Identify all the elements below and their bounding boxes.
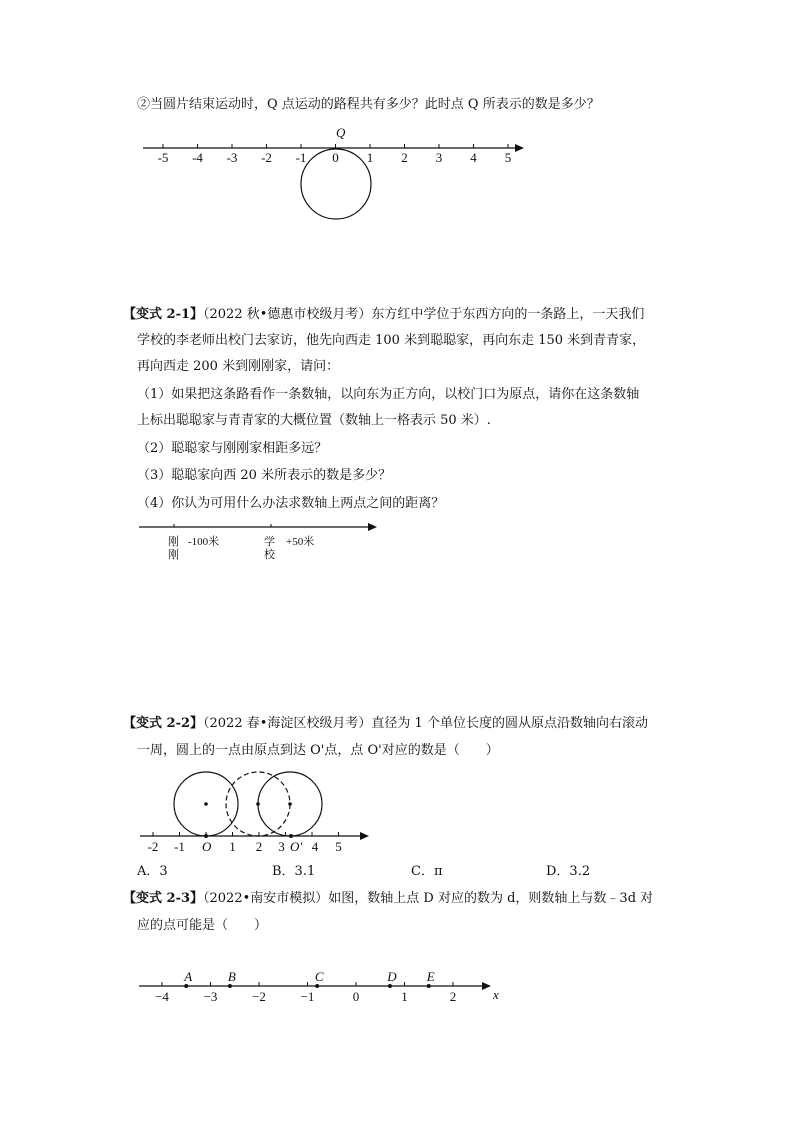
origin-label: O: [202, 839, 212, 854]
variant-2-2-text1: 直径为 1 个单位长度的圆从原点沿数轴向右滚动: [371, 716, 648, 731]
tick-label: 0: [352, 989, 360, 1004]
variant-2-1-sub4: （4）你认为可用什么办法求数轴上两点之间的距离？: [137, 496, 445, 511]
point-b-dot: [228, 984, 232, 988]
point-q-label: Q: [336, 125, 346, 140]
tick-label: -4: [192, 150, 203, 165]
tick-label: -2: [147, 839, 159, 854]
tick-label: 2: [449, 989, 457, 1004]
label-plus50: +50米: [286, 536, 315, 548]
variant-2-2-source: （2022 春•海淀区校级月考）: [203, 716, 372, 731]
variant-2-1-source: （2022 秋•德惠市校级月考）: [203, 307, 372, 322]
point-c-dot: [315, 984, 319, 988]
tick-label: 5: [335, 839, 342, 854]
variant-2-3-tag: 【变式 2-3】: [123, 891, 204, 906]
tick-label: 1: [366, 150, 374, 165]
axis-variable-x: x: [493, 987, 499, 1002]
point-d-label: D: [387, 969, 397, 984]
point-d-dot: [388, 984, 392, 988]
variant-2-2-line2: 一周，圆上的一点由原点到达 O'点，点 O'对应的数是（ ）: [137, 743, 499, 758]
variant-2-3-text1: 如图，数轴上点 D 对应的数为 d，则数轴上与数﹣3d 对: [328, 891, 654, 906]
tick-label: 5: [504, 150, 512, 165]
tick-label: -5: [157, 150, 169, 165]
variant-2-1-text1: 东方红中学位于东西方向的一条路上，一天我们: [371, 307, 645, 322]
tick-label: -1: [174, 839, 185, 854]
axis-arrow-3: [482, 982, 491, 990]
variant-2-1-sub1b: 上标出聪聪家与青青家的大概位置（数轴上一格表示 50 米）.: [137, 413, 491, 428]
tick-label: 4: [470, 150, 477, 165]
label-school-2: 校: [264, 549, 275, 561]
tick-label: 1: [229, 839, 236, 854]
option-b[interactable]: B．3.1: [272, 864, 316, 879]
variant-2-3-source: （2022•南安市模拟）: [203, 891, 329, 906]
point-b-label: B: [227, 969, 236, 984]
point-c-label: C: [314, 969, 324, 984]
tick-label: 3: [435, 150, 443, 165]
variant-2-1-sub3: （3）聪聪家向西 20 米所表示的数是多少？: [137, 468, 392, 483]
point-a-dot: [184, 984, 188, 988]
option-c[interactable]: C．π: [411, 864, 443, 879]
tick-label: 4: [311, 839, 319, 854]
tick-label: 1: [401, 989, 408, 1004]
variant-2-1-sub1a: （1）如果把这条路看作一条数轴，以向东为正方向，以校门口为原点，请你在这条数轴: [137, 387, 640, 402]
point-e-dot: [427, 984, 431, 988]
tick-label: −4: [155, 989, 169, 1004]
label-ganggang-1: 刚: [168, 536, 179, 548]
tick-label: 2: [401, 150, 408, 165]
variant-2-1-sub2: （2）聪聪家与刚刚家相距多远？: [137, 441, 328, 456]
variant-2-1-line2: 学校的李老师出校门去家访，他先向西走 100 米到聪聪家，再向东走 150 米到青青家，: [137, 333, 646, 348]
tick-label: 3: [278, 839, 285, 854]
label-school-1: 学: [264, 536, 275, 548]
end-label: O': [290, 839, 303, 854]
tick-label: -3: [226, 150, 238, 165]
variant-2-1-tag: 【变式 2-1】: [123, 307, 204, 322]
variant-2-3-line2: 应的点可能是（ ）: [137, 918, 268, 933]
variant-2-2-tag: 【变式 2-2】: [123, 716, 204, 731]
tick-label: −3: [203, 989, 218, 1004]
tick-label: −2: [252, 989, 266, 1004]
label-ganggang-2: 刚: [168, 549, 179, 561]
option-d[interactable]: D．3.2: [546, 864, 591, 879]
option-a[interactable]: A．3: [137, 864, 168, 879]
variant-2-1-line3: 再向西走 200 米到刚刚家，请问：: [137, 359, 340, 374]
tick-label: 0: [332, 150, 339, 165]
label-minus100: -100米: [188, 536, 220, 548]
question-2-text: ②当圆片结束运动时，Q 点运动的路程共有多少？此时点 Q 所表示的数是多少？: [137, 97, 600, 112]
tick-label: 2: [255, 839, 263, 854]
tick-label: −1: [300, 989, 315, 1004]
tick-label: -2: [261, 150, 272, 165]
point-e-label: E: [426, 969, 435, 984]
tick-label: -1: [295, 150, 307, 165]
point-a-label: A: [184, 969, 193, 984]
